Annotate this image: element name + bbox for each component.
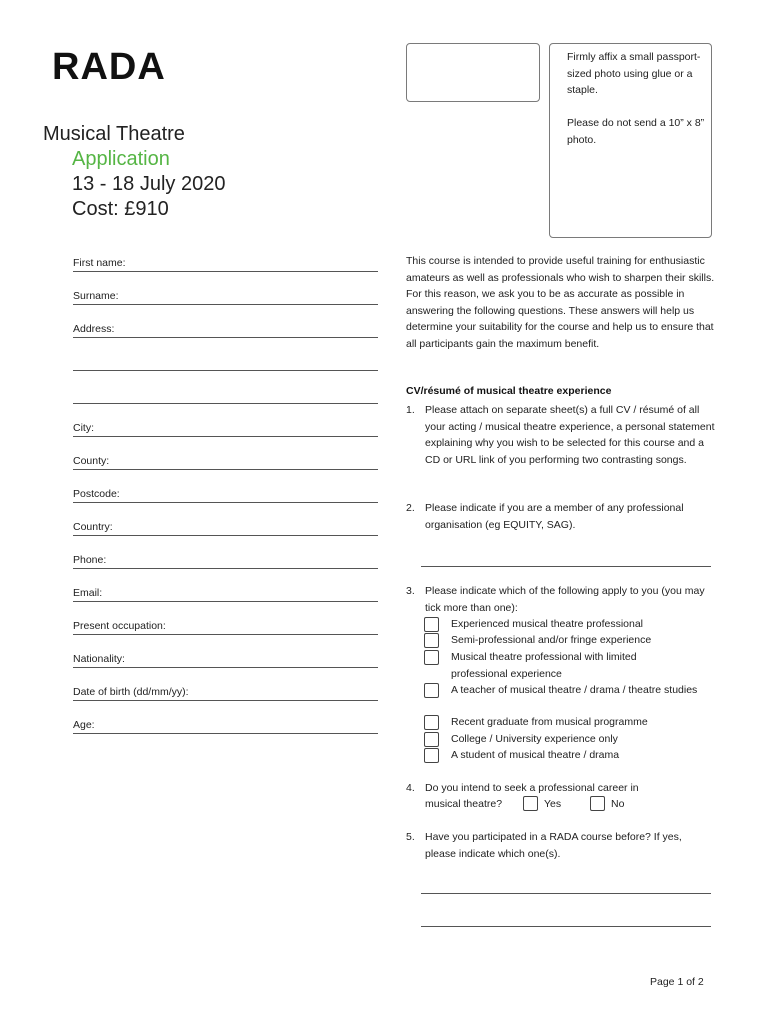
city-field[interactable] xyxy=(73,418,378,437)
question-4-number: 4. xyxy=(406,782,415,794)
checkbox[interactable] xyxy=(424,617,439,632)
course-dates: 13 - 18 July 2020 xyxy=(72,173,226,195)
dob-label: Date of birth (dd/mm/yy): xyxy=(73,686,189,698)
checkbox[interactable] xyxy=(424,650,439,665)
question-3-text: Please indicate which of the following apply to you (you may tick more than one): xyxy=(425,585,705,614)
first-name-label: First name: xyxy=(73,257,126,269)
postcode-field[interactable] xyxy=(73,484,378,503)
course-cost: Cost: £910 xyxy=(72,198,169,220)
no-label: No xyxy=(611,798,625,810)
address-line-3[interactable] xyxy=(73,385,378,404)
question-2-answer-line[interactable] xyxy=(421,566,711,567)
dob-field[interactable] xyxy=(73,682,378,701)
question-5 xyxy=(406,829,716,862)
cv-heading: CV/résumé of musical theatre experience xyxy=(406,385,612,397)
question-2-number: 2. xyxy=(406,502,415,514)
email-field[interactable] xyxy=(73,583,378,602)
surname-field[interactable] xyxy=(73,286,378,305)
photo-instructions xyxy=(567,49,707,165)
question-2-text: Please indicate if you are a member of any professional organisation (eg EQUITY, SAG). xyxy=(425,502,684,531)
q3-option-7-label: A student of musical theatre / drama xyxy=(451,749,620,761)
question-4-text: Do you intend to seek a professional career in xyxy=(425,782,639,794)
checkbox[interactable] xyxy=(424,633,439,648)
occupation-field[interactable] xyxy=(73,616,378,635)
title-line-2: Application xyxy=(72,148,170,170)
county-label: County: xyxy=(73,455,110,467)
title-line-1: Musical Theatre xyxy=(43,123,185,145)
photo-instruction-1: Firmly affix a small passport-sized photo using glue or a staple. xyxy=(567,51,701,96)
question-4 xyxy=(406,780,716,797)
address-field[interactable] xyxy=(73,319,378,338)
question-5-answer-line-1[interactable] xyxy=(421,893,711,894)
checkbox[interactable] xyxy=(424,683,439,698)
surname-label: Surname: xyxy=(73,290,119,302)
q3-option-6-label: College / University experience only xyxy=(451,733,618,745)
q3-option-5-label: Recent graduate from musical programme xyxy=(451,716,648,728)
question-4-text-2: musical theatre? xyxy=(425,798,503,810)
question-5-answer-line-2[interactable] xyxy=(421,926,711,927)
q3-option-3-label: Musical theatre professional with limited professional experience xyxy=(451,651,637,680)
nationality-label: Nationality: xyxy=(73,653,125,665)
phone-label: Phone: xyxy=(73,554,107,566)
question-1-number: 1. xyxy=(406,404,415,416)
checkbox[interactable] xyxy=(424,715,439,730)
no-checkbox[interactable] xyxy=(590,796,605,811)
q3-option-2-label: Semi-professional and/or fringe experience xyxy=(451,634,652,646)
city-label: City: xyxy=(73,422,94,434)
small-input-box[interactable] xyxy=(406,43,540,102)
checkbox[interactable] xyxy=(424,732,439,747)
postcode-label: Postcode: xyxy=(73,488,120,500)
occupation-label: Present occupation: xyxy=(73,620,166,632)
photo-instruction-2: Please do not send a 10” x 8” photo. xyxy=(567,117,705,146)
question-2 xyxy=(406,500,716,533)
phone-field[interactable] xyxy=(73,550,378,569)
county-field[interactable] xyxy=(73,451,378,470)
checkbox[interactable] xyxy=(424,748,439,763)
q3-option-1-label: Experienced musical theatre professional xyxy=(451,618,644,630)
country-label: Country: xyxy=(73,521,113,533)
email-label: Email: xyxy=(73,587,103,599)
yes-checkbox[interactable] xyxy=(523,796,538,811)
country-field[interactable] xyxy=(73,517,378,536)
question-5-number: 5. xyxy=(406,831,415,843)
intro-paragraph: This course is intended to provide useful training for enthusiastic amateurs as well as professionals who wish to sharpen their skills. For this reason, we ask you to be as accurate as possible in answering the following questions. These answers will help us determine your suitability for the course and help us to ensure that all participants gain the maximum benefit. xyxy=(406,255,715,350)
question-3-number: 3. xyxy=(406,585,415,597)
q3-option-4-label: A teacher of musical theatre / drama / theatre studies xyxy=(451,684,698,696)
page-number: Page 1 of 2 xyxy=(650,976,704,988)
question-5-text: Have you participated in a RADA course before? If yes, please indicate which one(s). xyxy=(425,831,682,860)
address-line-2[interactable] xyxy=(73,352,378,371)
yes-label: Yes xyxy=(544,798,562,810)
rada-logo: RADA xyxy=(52,46,166,88)
first-name-field[interactable] xyxy=(73,253,378,272)
question-3 xyxy=(406,583,716,616)
question-1-text: Please attach on separate sheet(s) a full CV / résumé of all your acting / musical theatre experience, a personal statement explaining why you wish to be selected for this course and a CD or URL link of you performing two contrasting songs. xyxy=(425,404,715,466)
address-label: Address: xyxy=(73,323,115,335)
nationality-field[interactable] xyxy=(73,649,378,668)
question-1 xyxy=(406,402,716,468)
age-field[interactable] xyxy=(73,715,378,734)
age-label: Age: xyxy=(73,719,95,731)
